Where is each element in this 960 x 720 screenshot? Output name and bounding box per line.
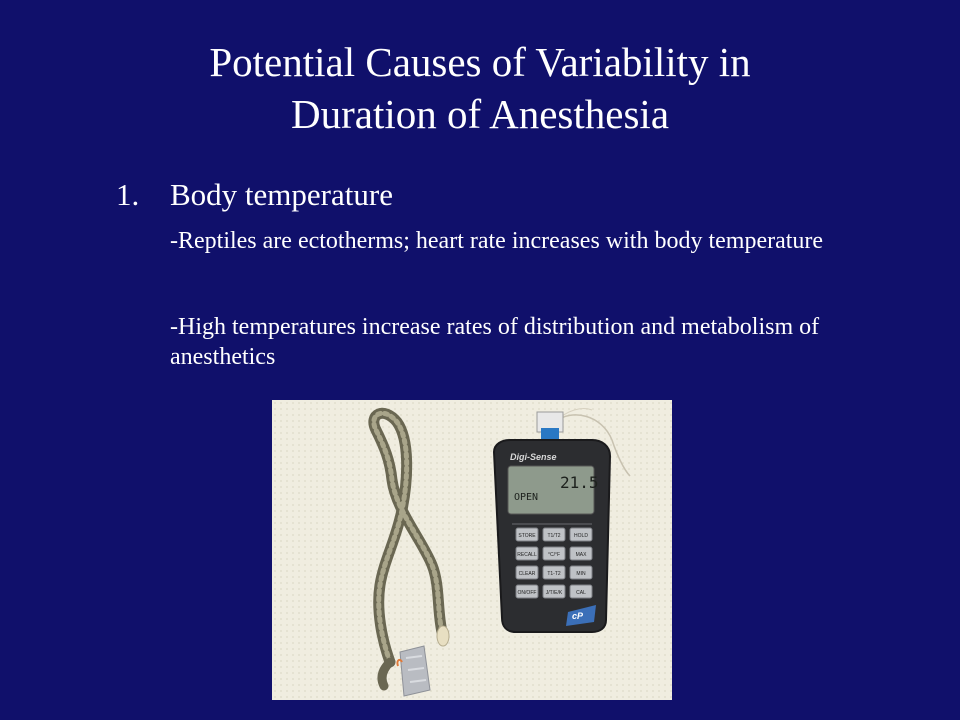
keypad-button <box>516 547 538 560</box>
keypad-button <box>516 585 538 598</box>
keypad-button-label: RECALL <box>517 552 537 558</box>
keypad-button-label: T1-T2 <box>547 571 561 577</box>
keypad-button-label: MAX <box>575 552 587 558</box>
keypad-button-label: MIN <box>576 571 586 577</box>
keypad-button-label: ON/OFF <box>517 590 537 596</box>
tape-piece <box>400 646 430 696</box>
list-item-body-temperature <box>116 175 393 215</box>
svg-text:cP: cP <box>572 611 584 621</box>
photo-snake-thermometer <box>272 400 672 700</box>
keypad-button-label: J/T/E/K <box>545 590 563 596</box>
slide-title <box>80 36 880 140</box>
sub-bullet-ectotherms: -Reptiles are ectotherms; heart rate increases with body temperature <box>170 228 824 254</box>
keypad-button-label: °C/°F <box>547 552 561 558</box>
keypad-button <box>570 585 592 598</box>
keypad-button-label: T1/T2 <box>547 533 561 539</box>
keypad-button-label: CAL <box>576 590 586 596</box>
keypad-button-label: STORE <box>518 533 536 539</box>
brand-label: Digi-Sense <box>510 452 557 462</box>
title-line-2: Duration of Anesthesia <box>290 91 670 137</box>
keypad-button-label: HOLD <box>574 533 588 539</box>
lcd-status: OPEN <box>514 492 539 503</box>
keypad-button <box>543 566 565 579</box>
keypad-button <box>570 566 592 579</box>
keypad-button <box>516 528 538 541</box>
sub-bullet-distribution: -High temperatures increase rates of distribution and metabolism of anesthetics <box>170 314 820 370</box>
title-line-1: Potential Causes of Variability in <box>209 39 751 85</box>
keypad-button <box>570 547 592 560</box>
towel-background <box>272 400 672 700</box>
list-item-text: Body temperature <box>170 177 393 212</box>
keypad-button <box>543 585 565 598</box>
thermometer <box>494 440 610 632</box>
lcd-reading: 21.5 <box>560 473 599 492</box>
keypad-button <box>543 547 565 560</box>
list-item-number: 1. <box>116 177 140 212</box>
keypad-button <box>516 566 538 579</box>
keypad-button <box>570 528 592 541</box>
keypad-button <box>543 528 565 541</box>
keypad-button-label: CLEAR <box>518 571 536 577</box>
snake-head <box>437 626 449 646</box>
